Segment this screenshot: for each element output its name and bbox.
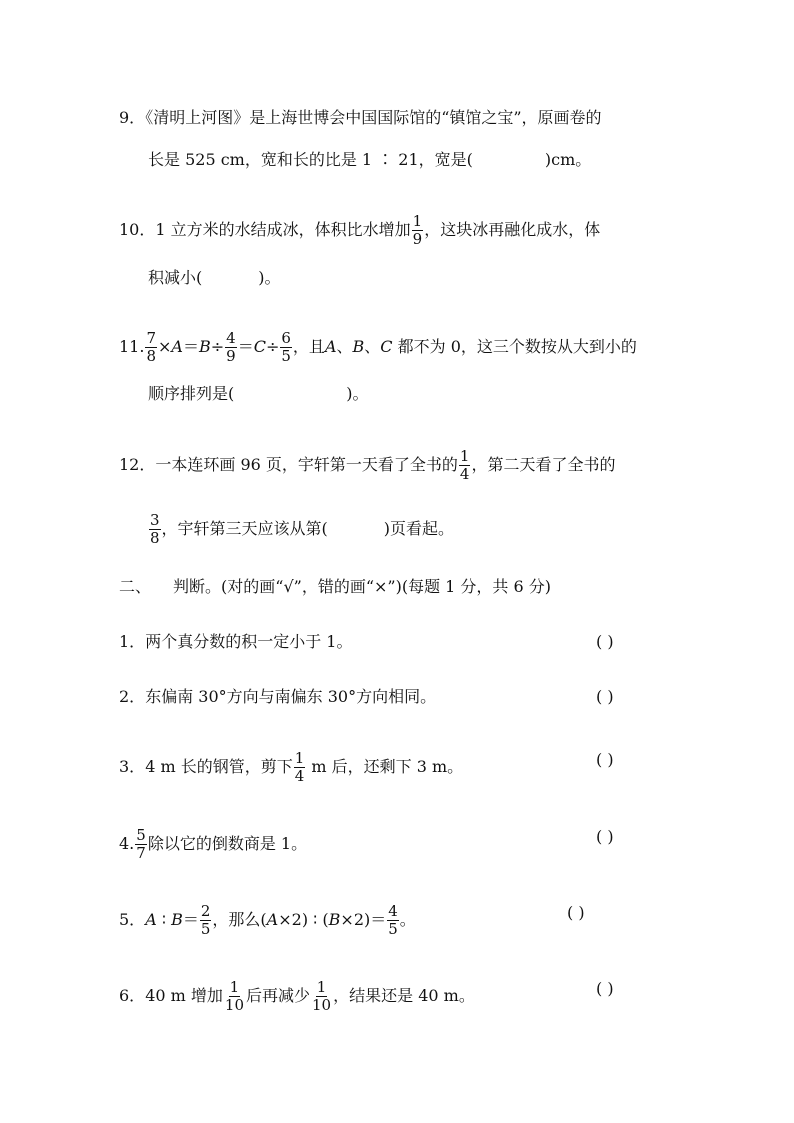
judge-item-text-mid-a: ，那么( (212, 910, 267, 929)
question-12-fraction-2 (149, 512, 161, 547)
fraction-numerator: 4 (226, 329, 236, 347)
fraction-denominator: 10 (312, 996, 332, 1014)
variable-b: B (352, 337, 365, 356)
judge-item-number: 2． (119, 687, 146, 706)
judge-item-3-fraction (294, 750, 306, 785)
fraction-numerator: 2 (200, 902, 211, 920)
judge-item-3 (119, 750, 463, 785)
judge-item-text: 东偏南 30°方向与南偏东 30°方向相同。 (145, 687, 437, 706)
section-2-title: 判断。(对的画“√”，错的画“×”)(每题 1 分，共 6 分) (173, 577, 552, 596)
question-10-text-2a: 积减小( (148, 268, 203, 287)
judge-item-5-fraction-1 (200, 903, 212, 938)
judge-item-1-answer[interactable]: ( ) (596, 632, 614, 651)
question-10-fraction (412, 213, 424, 248)
judge-item-text-c: ，结果还是 40 m。 (333, 986, 475, 1005)
judge-item-2 (119, 687, 436, 707)
separator: 、 (364, 337, 381, 356)
question-11-fraction-1 (145, 330, 157, 365)
fraction-numerator: 3 (150, 511, 160, 529)
judge-item-4-fraction (135, 827, 147, 862)
judge-item-6-fraction-2 (311, 979, 332, 1014)
judge-item-text-a: 40 m 增加 (145, 986, 223, 1005)
judge-item-text-b: m 后，还剩下 3 m。 (306, 757, 464, 776)
question-12-fraction-1 (459, 448, 471, 483)
judge-item-3-answer[interactable]: ( ) (596, 750, 614, 769)
judge-item-text-end: 。 (399, 910, 416, 929)
fraction-denominator: 4 (459, 465, 470, 483)
question-10-text-1b: ，这块冰再融化成水，体 (424, 220, 601, 239)
fraction-numerator: 1 (294, 749, 305, 767)
question-9-line-1 (119, 108, 602, 128)
question-12-text-1b: ，第二天看了全书的 (471, 455, 616, 474)
judge-item-4 (119, 827, 307, 862)
operator: ∶ (156, 910, 172, 929)
operator: ＝ (182, 910, 199, 929)
section-2-number: 二、 (119, 577, 152, 596)
operator: × (158, 337, 172, 356)
fraction-numerator: 1 (316, 978, 327, 996)
fraction-denominator: 9 (412, 230, 423, 248)
question-12-number: 12． (119, 455, 156, 474)
fraction-numerator: 1 (229, 978, 240, 996)
judge-item-text: 两个真分数的积一定小于 1。 (145, 632, 353, 651)
question-11-fraction-3 (280, 330, 292, 365)
question-12-line-2 (148, 512, 454, 547)
variable-b: B (198, 337, 211, 356)
operator: ÷ (210, 337, 225, 356)
fraction-denominator: 5 (200, 920, 211, 938)
question-10-number: 10． (119, 220, 156, 239)
question-10-line-1 (119, 213, 600, 248)
judge-item-text-b: 后再减少 (246, 986, 311, 1005)
variable-a: A (266, 910, 279, 929)
judge-item-number: 1． (119, 632, 146, 651)
section-2-heading (119, 577, 551, 597)
fraction-denominator: 9 (226, 347, 236, 365)
question-11-text-2a: 顺序排列是( (148, 384, 235, 403)
question-11-number: 11. (119, 337, 145, 356)
variable-a: A (145, 910, 157, 929)
judge-item-1 (119, 632, 352, 652)
question-12-line-1 (119, 448, 615, 483)
judge-item-5-answer[interactable]: ( ) (567, 903, 585, 922)
question-9-text-2a: 长是 525 cm，宽和长的比是 1 ∶ 21，宽是( (148, 150, 473, 169)
fraction-denominator: 5 (281, 347, 291, 365)
judge-item-text-mid-b: ×2) ∶ ( (278, 910, 329, 929)
variable-b: B (171, 910, 183, 929)
question-11-text-2b: )。 (346, 384, 369, 403)
question-12-text-2a: ，宇轩第三天应该从第( (161, 519, 328, 538)
question-10-text-2b: )。 (258, 268, 281, 287)
fraction-numerator: 6 (281, 329, 291, 347)
question-9-line-2 (148, 150, 591, 170)
question-12-text-2b: )页看起。 (383, 519, 455, 538)
judge-item-2-answer[interactable]: ( ) (596, 687, 614, 706)
judge-item-text-b: 除以它的倒数商是 1。 (147, 834, 308, 853)
judge-item-6 (119, 979, 475, 1014)
fraction-denominator: 8 (146, 347, 156, 365)
variable-b: B (328, 910, 341, 929)
fraction-numerator: 5 (136, 826, 146, 844)
fraction-denominator: 5 (388, 920, 398, 938)
judge-item-5-fraction-2 (387, 903, 399, 938)
operator: ＝ (182, 337, 199, 356)
judge-item-6-answer[interactable]: ( ) (596, 979, 614, 998)
question-11-fraction-2 (225, 330, 237, 365)
judge-item-number: 3． (119, 757, 146, 776)
judge-item-number: 4. (119, 834, 135, 853)
fraction-denominator: 10 (224, 996, 244, 1014)
fraction-numerator: 1 (412, 212, 423, 230)
variable-c: C (253, 337, 266, 356)
judge-item-5 (119, 903, 416, 938)
question-9-text-1: 《清明上河图》是上海世博会中国国际馆的“镇馆之宝”，原画卷的 (145, 108, 602, 127)
variable-a: A (324, 337, 337, 356)
fraction-denominator: 8 (150, 529, 160, 547)
question-10-text-1a: 1 立方米的水结成冰，体积比水增加 (155, 220, 411, 239)
question-11-text-2: 都不为 0，这三个数按从大到小的 (392, 337, 637, 356)
question-11-line-2 (148, 384, 369, 404)
judge-item-text-a: 4 m 长的钢管，剪下 (145, 757, 293, 776)
question-9-number: 9． (119, 108, 146, 127)
variable-a: A (171, 337, 183, 356)
judge-item-text-mid-c: ×2)＝ (340, 910, 387, 929)
fraction-numerator: 1 (459, 447, 470, 465)
judge-item-4-answer[interactable]: ( ) (596, 827, 614, 846)
fraction-numerator: 7 (146, 329, 156, 347)
variable-c: C (380, 337, 393, 356)
question-11-line-1 (119, 330, 637, 365)
judge-item-6-fraction-1 (224, 979, 245, 1014)
fraction-denominator: 4 (294, 767, 305, 785)
separator: 、 (336, 337, 353, 356)
question-11-text-1: ，且 (292, 337, 325, 356)
fraction-denominator: 7 (136, 844, 146, 862)
question-10-line-2 (148, 268, 281, 288)
operator: ÷ (265, 337, 280, 356)
judge-item-number: 6． (119, 986, 146, 1005)
question-12-text-1a: 一本连环画 96 页，宇轩第一天看了全书的 (155, 455, 458, 474)
question-9-text-2b: )cm。 (544, 150, 592, 169)
fraction-numerator: 4 (388, 902, 398, 920)
judge-item-number: 5． (119, 910, 146, 929)
operator: ＝ (237, 337, 254, 356)
